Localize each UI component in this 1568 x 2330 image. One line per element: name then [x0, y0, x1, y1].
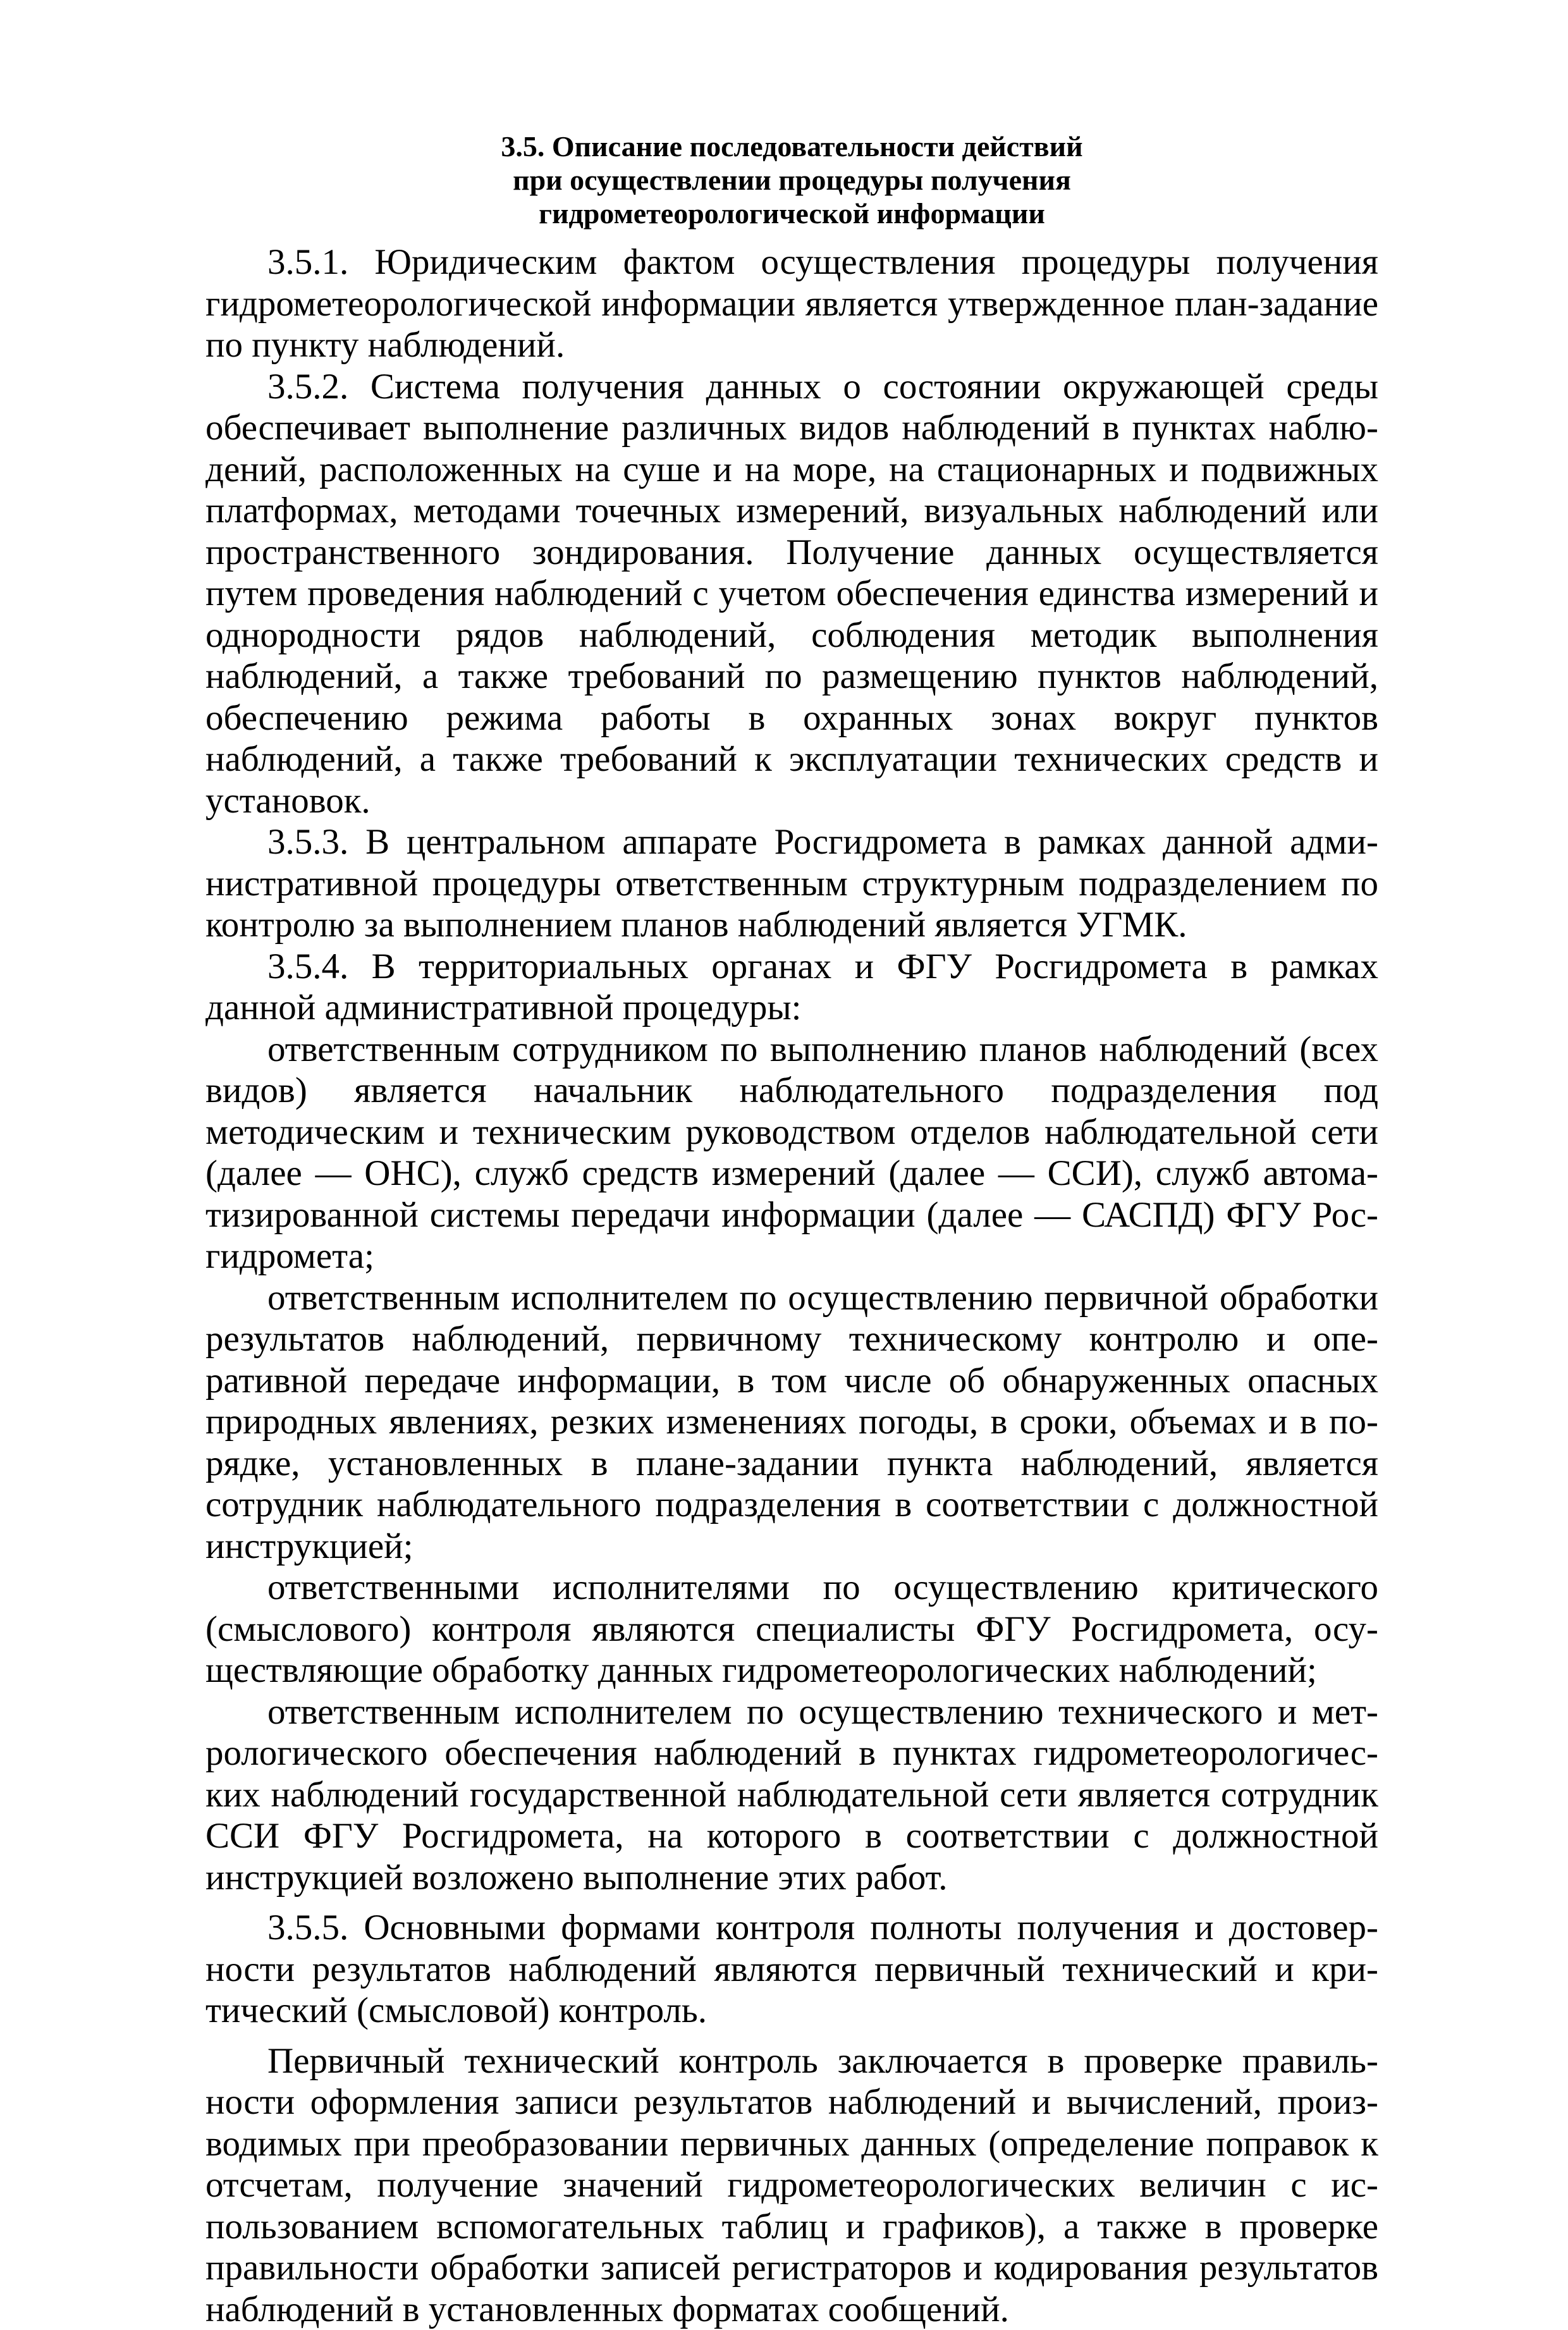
section-heading-line-1: 3.5. Описание последовательности действий	[205, 130, 1378, 163]
paragraph-3-5-4-item-2: ответственным исполнителем по осуществлению первичной обработки результатов наблюдений, первичному техническому контролю и оперативной передаче информации, в том числе об обнаруженных опасных природных явлениях, резких изменениях погоды, в сроки, объемах и в порядке, установленных в плане-задании пункта наблюдений, является сотрудник наблюдательного подразделения в соответствии с должностной инструкцией;	[205, 1277, 1378, 1567]
paragraph-3-5-4-item-4: ответственным исполнителем по осуществлению технического и метрологического обеспечения наблюдений в пунктах гидрометеорологических наблюдений государственной наблюдательной сети является сотрудник ССИ ФГУ Росгидромета, на которого в соответствии с должностной инструкцией возложено выполнение этих работ.	[205, 1691, 1378, 1899]
section-heading-line-3: гидрометеорологической информации	[205, 197, 1378, 230]
paragraph-3-5-4: 3.5.4. В территориальных органах и ФГУ Росгидромета в рамках данной административной процедуры:	[205, 946, 1378, 1029]
paragraph-3-5-4-item-3: ответственными исполнителями по осуществлению критического (смыслового) контроля являются специалисты ФГУ Росгидромета, осуществляющие обработку данных гидрометеорологических наблюдений;	[205, 1567, 1378, 1691]
paragraph-3-5-2: 3.5.2. Система получения данных о состоянии окружающей среды обеспечивает выполнение различных видов наблюдений в пунктах наблюдений, расположенных на суше и на море, на стационарных и подвижных платформах, методами точечных измерений, визуальных наблюдений или пространственного зондирования. Получение данных осуществляется путем проведения наблюдений с учетом обеспечения единства измерений и однородности рядов наблюдений, соблюдения методик выполнения наблюдений, а также требований по размещению пунктов наблюдений, обеспечению режима работы в охранных зонах вокруг пунктов наблюдений, а также требований к эксплуатации технических средств и установок.	[205, 366, 1378, 822]
section-heading	[205, 130, 1378, 230]
section-heading-line-2: при осуществлении процедуры получения	[205, 163, 1378, 197]
paragraph-3-5-5: 3.5.5. Основными формами контроля полноты получения и достоверности результатов наблюдений являются первичный технический и критический (смысловой) контроль.	[205, 1907, 1378, 2032]
paragraph-3-5-1: 3.5.1. Юридическим фактом осуществления процедуры получения гидрометеорологической информации является утвержденное план-задание по пункту наблюдений.	[205, 242, 1378, 366]
document-page	[205, 130, 1378, 2330]
paragraph-3-5-4-item-1: ответственным сотрудником по выполнению планов наблюдений (всех видов) является начальник наблюдательного подразделения под методическим и техническим руководством отделов наблюдательной сети (далее — ОНС), служб средств измерений (далее — ССИ), служб автоматизированной системы передачи информации (далее — САСПД) ФГУ Росгидромета;	[205, 1029, 1378, 1277]
paragraph-primary-control: Первичный технический контроль заключается в проверке правильности оформления записи результатов наблюдений и вычислений, производимых при преобразовании первичных данных (определение поправок к отсчетам, получение значений гидрометеорологических величин с использованием вспомогательных таблиц и графиков), а также в проверке правильности обработки записей регистраторов и кодирования результатов наблюдений в установленных форматах сообщений.	[205, 2040, 1378, 2330]
paragraph-3-5-3: 3.5.3. В центральном аппарате Росгидромета в рамках данной административной процедуры ответственным структурным подразделением по контролю за выполнением планов наблюдений является УГМК.	[205, 821, 1378, 946]
